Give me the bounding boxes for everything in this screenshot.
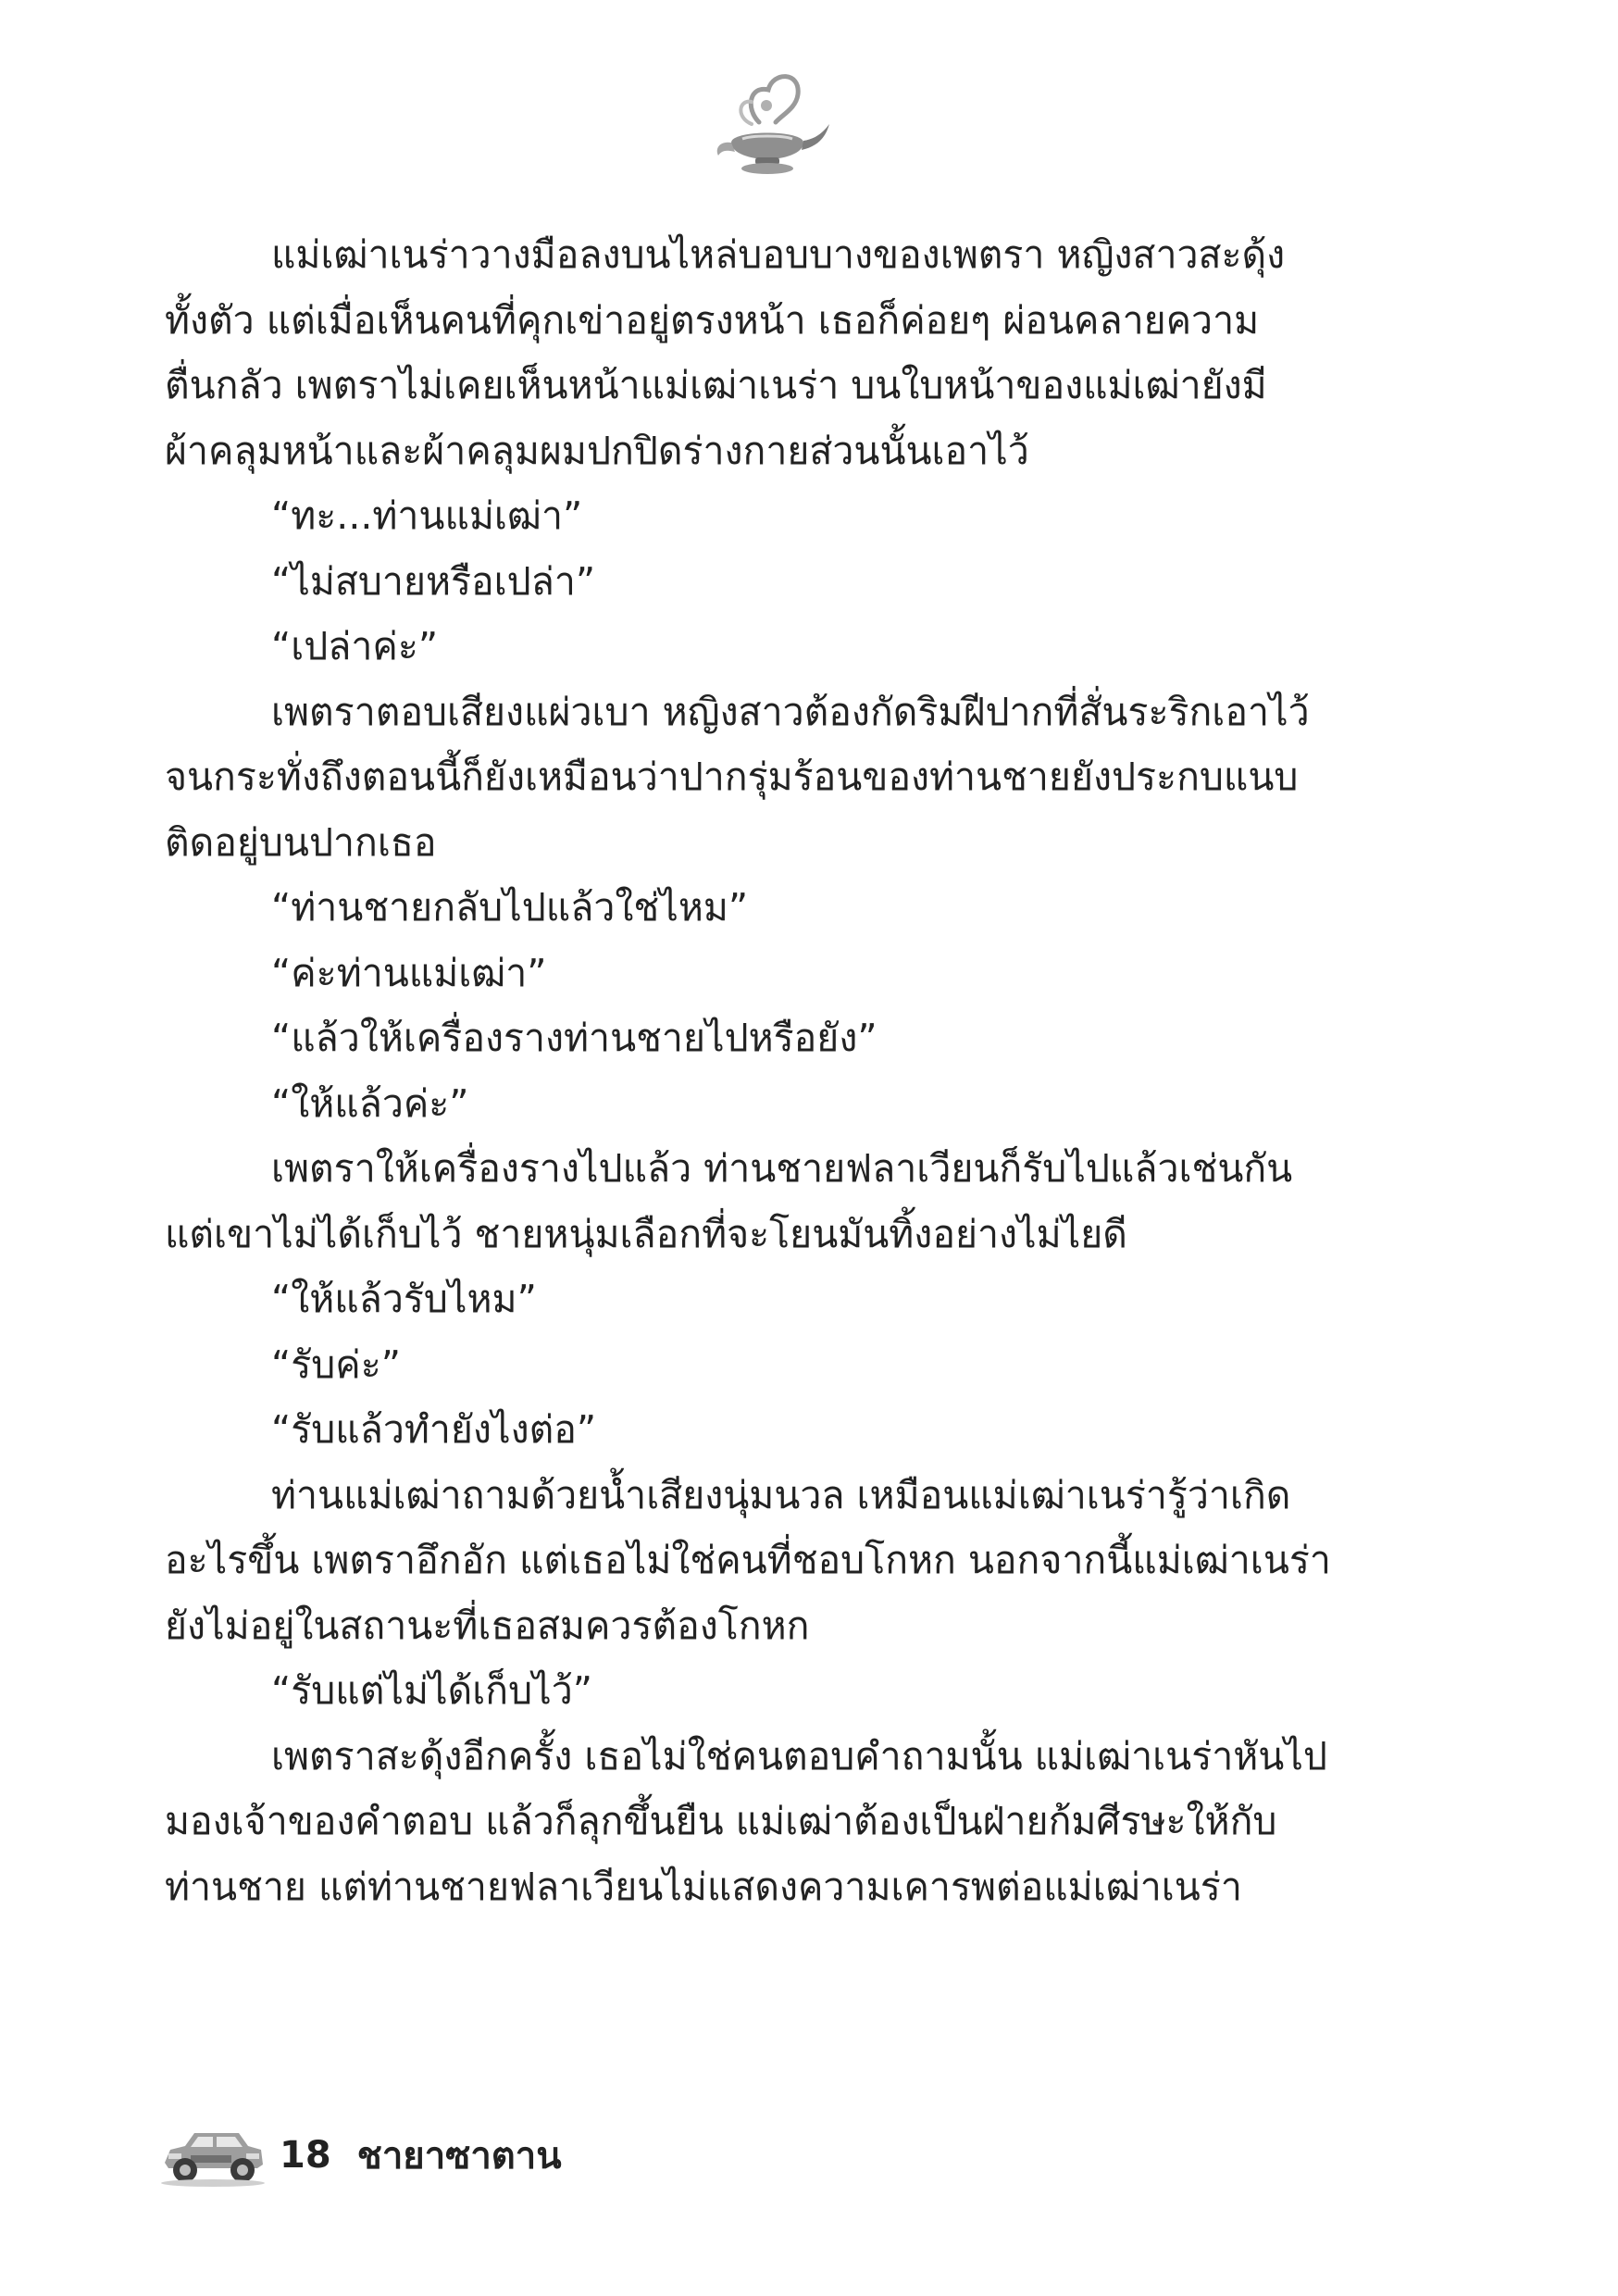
text-line: ท่านชาย แต่ท่านชายฟลาเวียนไม่แสดงความเคารพต่อแม่เฒ่าเนร่า bbox=[165, 1864, 1242, 1909]
text-line: แม่เฒ่าเนร่าวางมือลงบนไหล่บอบบางของเพตรา หญิงสาวสะดุ้ง bbox=[271, 232, 1286, 277]
text-line: ตื่นกลัว เพตราไม่เคยเห็นหน้าแม่เฒ่าเนร่า บนใบหน้าของแม่เฒ่ายังมี bbox=[165, 363, 1267, 407]
text-line: ท่านแม่เฒ่าถามด้วยน้ำเสียงนุ่มนวล เหมือนแม่เฒ่าเนร่ารู้ว่าเกิด bbox=[271, 1472, 1291, 1517]
text-line: แต่เขาไม่ได้เก็บไว้ ชายหนุ่มเลือกที่จะโยนมันทิ้งอย่างไม่ไยดี bbox=[165, 1211, 1127, 1256]
text-line: เพตราตอบเสียงแผ่วเบา หญิงสาวต้องกัดริมฝีปากที่สั่นระริกเอาไว้ bbox=[271, 689, 1310, 734]
text-line: เพตราให้เครื่องรางไปแล้ว ท่านชายฟลาเวียนก็รับไปแล้วเช่นกัน bbox=[271, 1146, 1293, 1191]
genie-lamp-icon bbox=[694, 57, 833, 178]
text-line: จนกระทั่งถึงตอนนี้ก็ยังเหมือนว่าปากรุ่มร้อนของท่านชายยังประกบแนบ bbox=[165, 755, 1299, 799]
text-line: “ค่ะท่านแม่เฒ่า” bbox=[271, 950, 547, 995]
text-line: “ท่านชายกลับไปแล้วใช่ไหม” bbox=[271, 885, 749, 930]
text-line: “รับแล้วทำยังไงต่อ” bbox=[271, 1407, 597, 1452]
suv-car-icon bbox=[157, 2122, 268, 2189]
book-title: ชายาซาตาน bbox=[356, 2135, 562, 2177]
text-line: “แล้วให้เครื่องรางท่านชายไปหรือยัง” bbox=[271, 1016, 877, 1060]
text-line: “ให้แล้วรับไหม” bbox=[271, 1277, 537, 1321]
text-line: “เปล่าค่ะ” bbox=[271, 624, 439, 668]
text-line: “ไม่สบายหรือเปล่า” bbox=[271, 558, 596, 604]
body-text bbox=[165, 222, 1354, 1919]
text-line: ทั้งตัว แต่เมื่อเห็นคนที่คุกเข่าอยู่ตรงหน้า เธอก็ค่อยๆ ผ่อนคลายความ bbox=[165, 297, 1260, 343]
text-line: ติดอยู่บนปากเธอ bbox=[165, 819, 437, 865]
text-line: “ทะ...ท่านแม่เฒ่า” bbox=[271, 493, 583, 538]
text-line: มองเจ้าของคำตอบ แล้วก็ลุกขึ้นยืน แม่เฒ่าต้องเป็นฝ่ายก้มศีรษะให้กับ bbox=[165, 1799, 1277, 1843]
text-line: อะไรขึ้น เพตราอึกอัก แต่เธอไม่ใช่คนที่ชอบโกหก นอกจากนี้แม่เฒ่าเนร่า bbox=[165, 1538, 1331, 1582]
text-line: เพตราสะดุ้งอีกครั้ง เธอไม่ใช่คนตอบคำถามนั้น แม่เฒ่าเนร่าหันไป bbox=[271, 1733, 1327, 1778]
text-line: “รับค่ะ” bbox=[271, 1341, 401, 1387]
text-line: “รับแต่ไม่ได้เก็บไว้” bbox=[271, 1668, 592, 1713]
page-footer bbox=[157, 2118, 562, 2192]
page-number: 18 bbox=[280, 2134, 331, 2177]
text-line: “ให้แล้วค่ะ” bbox=[271, 1080, 469, 1126]
text-line: ผ้าคลุมหน้าและผ้าคลุมผมปกปิดร่างกายส่วนนั้นเอาไว้ bbox=[165, 428, 1029, 473]
text-line: ยังไม่อยู่ในสถานะที่เธอสมควรต้องโกหก bbox=[165, 1603, 810, 1648]
